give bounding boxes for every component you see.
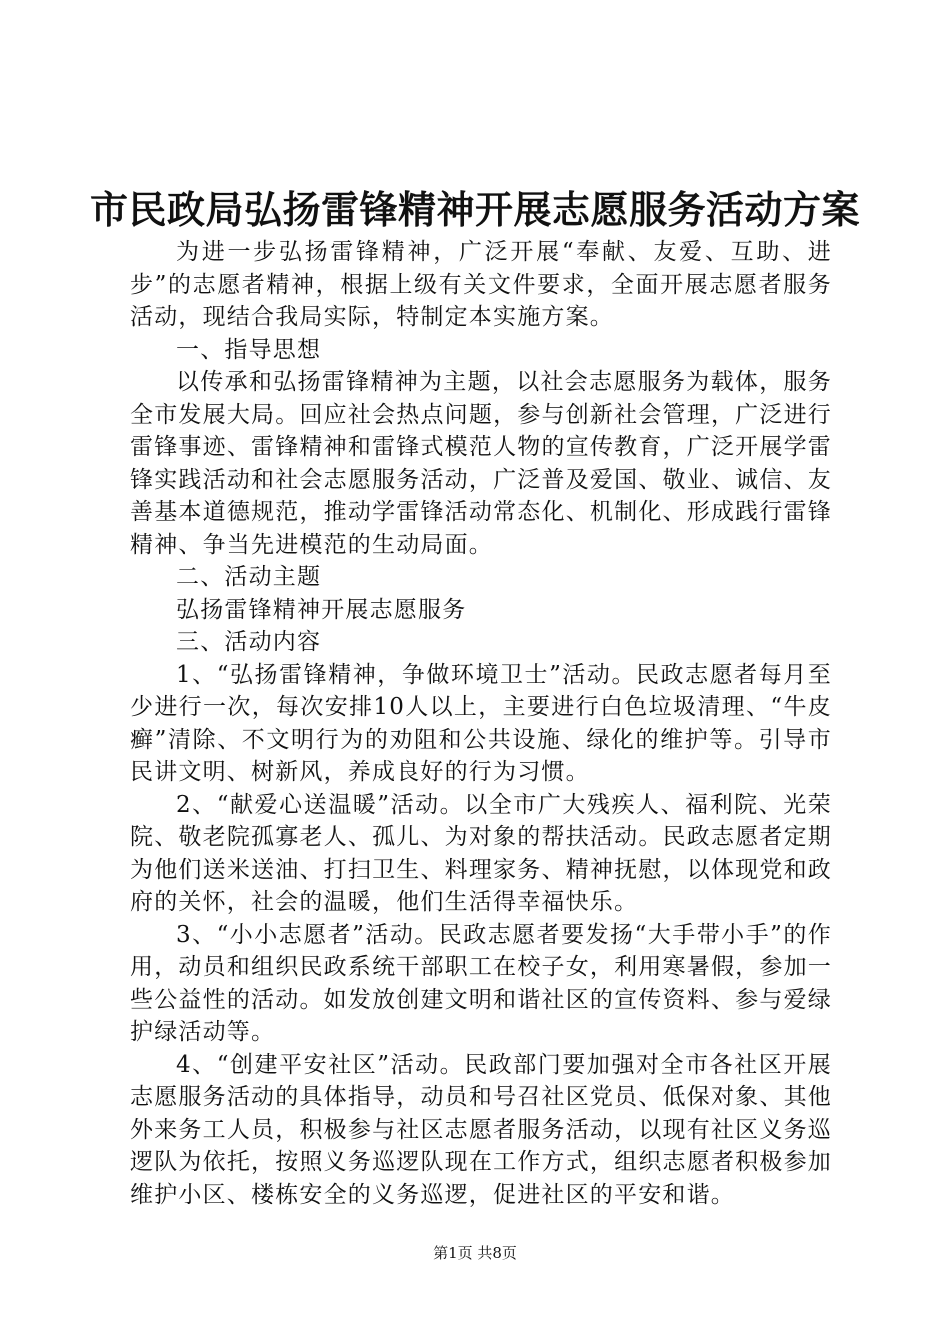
guiding-thought-paragraph: 以传承和弘扬雷锋精神为主题，以社会志愿服务为载体，服务全市发展大局。回应社会热点问题，参与创新社会管理，广泛进行雷锋事迹、雷锋精神和雷锋式模范人物的宣传教育，广泛开展学雷锋实践活动和社会志愿服务活动，广泛普及爱国、敬业、诚信、友善基本道德规范，推动学雷锋活动常态化、机制化、形成践行雷锋精神、争当先进模范的生动局面。 (130, 369, 832, 558)
activity-theme-paragraph: 弘扬雷锋精神开展志愿服务 (176, 596, 467, 623)
section-heading-activity-content: 三、活动内容 (176, 629, 322, 655)
activity-item-1: 1、“弘扬雷锋精神，争做环境卫士”活动。民政志愿者每月至少进行一次，每次安排10人以上，主要进行白色垃圾清理、“牛皮癣”清除、不文明行为的劝阻和公共设施、绿化的维护等。引导市民讲文明、树新风，养成良好的行为习惯。 (130, 661, 832, 785)
activity-item-2: 2、“献爱心送温暖”活动。以全市广大残疾人、福利院、光荣院、敬老院孤寡老人、孤儿、为对象的帮扶活动。民政志愿者定期为他们送米送油、打扫卫生、料理家务、精神抚慰，以体现党和政府的关怀，社会的温暖，他们生活得幸福快乐。 (130, 791, 832, 915)
intro-paragraph: 为进一步弘扬雷锋精神，广泛开展“奉献、友爱、互助、进步”的志愿者精神，根据上级有关文件要求，全面开展志愿者服务活动，现结合我局实际，特制定本实施方案。 (130, 239, 832, 330)
document-body (130, 236, 832, 1211)
section-heading-guiding-thought: 一、指导思想 (176, 336, 322, 363)
activity-item-4: 4、“创建平安社区”活动。民政部门要加强对全市各社区开展志愿服务活动的具体指导，动员和号召社区党员、低保对象、其他外来务工人员，积极参与社区志愿者服务活动，以现有社区义务巡逻队为依托，按照义务巡逻队现在工作方式，组织志愿者积极参加维护小区、楼栋安全的义务巡逻，促进社区的平安和谐。 (130, 1051, 832, 1208)
document-title: 市民政局弘扬雷锋精神开展志愿服务活动方案 (89, 187, 860, 232)
section-heading-activity-theme: 二、活动主题 (176, 564, 322, 590)
page-number-footer: 第1页 共8页 (433, 1244, 517, 1262)
activity-item-3: 3、“小小志愿者”活动。民政志愿者要发扬“大手带小手”的作用，动员和组织民政系统干部职工在校子女，利用寒暑假，参加一些公益性的活动。如发放创建文明和谐社区的宣传资料、参与爱绿护绿活动等。 (130, 921, 832, 1045)
